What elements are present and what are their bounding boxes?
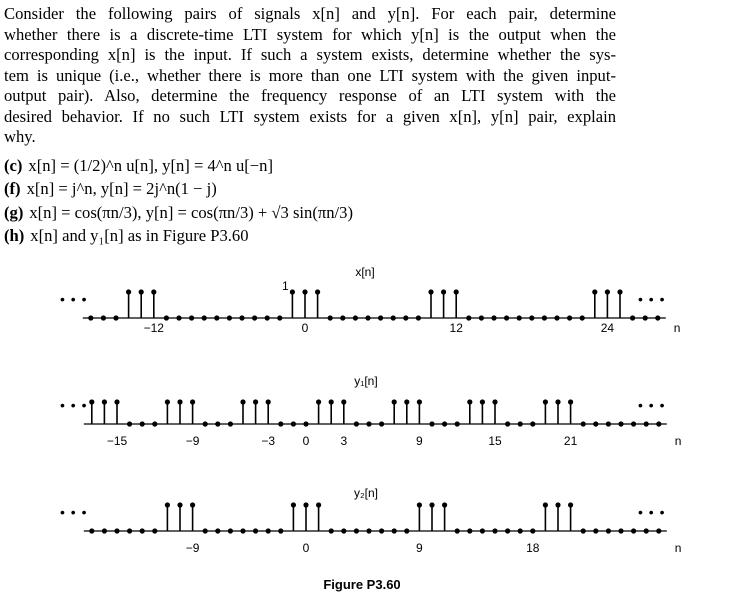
zero-sample [202, 315, 207, 320]
stem-marker [303, 502, 308, 507]
zero-sample [644, 421, 649, 426]
zero-sample [631, 421, 636, 426]
zero-sample [518, 421, 523, 426]
zero-sample [467, 528, 472, 533]
stem-marker [605, 289, 610, 294]
tick-label: 12 [449, 321, 463, 335]
zero-sample [630, 315, 635, 320]
zero-sample [341, 528, 346, 533]
stem-marker [492, 399, 497, 404]
zero-sample [530, 421, 535, 426]
zero-sample [529, 315, 534, 320]
stem-marker [429, 502, 434, 507]
stem-marker [290, 289, 295, 294]
stem-marker [417, 399, 422, 404]
item-expression: x[n] = cos(πn/3), y[n] = cos(πn/3) + √3 sin(πn/3) [29, 202, 353, 222]
zero-sample [366, 421, 371, 426]
zero-sample [442, 421, 447, 426]
zero-sample [581, 421, 586, 426]
zero-sample [203, 421, 208, 426]
tick-label: −12 [143, 321, 164, 335]
zero-sample [581, 528, 586, 533]
stem-marker [151, 289, 156, 294]
zero-sample [88, 315, 93, 320]
stem-marker [568, 399, 573, 404]
zero-sample [403, 315, 408, 320]
stem-marker [329, 399, 334, 404]
problem-line: tem is unique (i.e., whether there is more than one LTI system with the given input- [4, 65, 616, 85]
n-axis-label: n [673, 321, 681, 335]
stem-marker [190, 399, 195, 404]
zero-sample [240, 528, 245, 533]
zero-sample [455, 528, 460, 533]
figure-caption: Figure P3.60 [323, 577, 401, 592]
ellipsis-left: • • • [60, 504, 88, 520]
zero-sample [631, 528, 636, 533]
problem-line: Consider the following pairs of signals x[n] and y[n]. For each pair, determine [4, 4, 616, 23]
zero-sample [228, 528, 233, 533]
item-expression: x[n] and y₁[n] as in Figure P3.60 [30, 225, 249, 245]
zero-sample [644, 528, 649, 533]
stem-marker [592, 289, 597, 294]
problem-line: output pair). Also, determine the frequency response of an LTI system with the [4, 86, 616, 105]
plot-title: x[n] [355, 265, 375, 279]
zero-sample [329, 528, 334, 533]
zero-sample [518, 528, 523, 533]
zero-sample [102, 528, 107, 533]
zero-sample [655, 315, 660, 320]
zero-sample [140, 421, 145, 426]
stem-marker [266, 399, 271, 404]
zero-sample [379, 421, 384, 426]
zero-sample [491, 315, 496, 320]
zero-sample [643, 315, 648, 320]
tick-label: −9 [185, 434, 200, 448]
n-axis-label: n [674, 541, 682, 555]
stem-marker [114, 399, 119, 404]
tick-label: 0 [302, 541, 310, 555]
plot-title: y₁[n] [354, 374, 378, 388]
zero-sample [140, 528, 145, 533]
ellipsis-left: • • • [60, 291, 88, 307]
zero-sample [252, 315, 257, 320]
stem-marker [467, 399, 472, 404]
zero-sample [530, 528, 535, 533]
stem-marker [543, 502, 548, 507]
tick-label: 3 [340, 434, 348, 448]
zero-sample [378, 315, 383, 320]
zero-sample [189, 315, 194, 320]
zero-sample [366, 528, 371, 533]
stem-marker [480, 399, 485, 404]
zero-sample [277, 315, 282, 320]
ellipsis-right: • • • [638, 291, 666, 307]
stem-marker [253, 399, 258, 404]
zero-sample [466, 315, 471, 320]
stem-marker [126, 289, 131, 294]
zero-sample [656, 421, 661, 426]
zero-sample [392, 528, 397, 533]
zero-sample [303, 421, 308, 426]
zero-sample [278, 421, 283, 426]
zero-sample [164, 315, 169, 320]
stem-marker [177, 399, 182, 404]
tick-label: 18 [526, 541, 540, 555]
ellipsis-left: • • • [60, 397, 88, 413]
zero-sample [554, 315, 559, 320]
stem-marker [190, 502, 195, 507]
stem-marker [404, 399, 409, 404]
zero-sample [480, 528, 485, 533]
n-axis-label: n [674, 434, 682, 448]
item-expression: x[n] = (1/2)^n u[n], y[n] = 4^n u[−n] [28, 156, 273, 175]
ellipsis-right: • • • [638, 504, 666, 520]
stem-marker [165, 502, 170, 507]
zero-sample [101, 315, 106, 320]
zero-sample [404, 528, 409, 533]
tick-label: −15 [106, 434, 128, 448]
item-g: (g) x[n] = cos(πn/3), y[n] = cos(πn/3) + √3 sin(πn/3) [4, 202, 353, 222]
zero-sample [656, 528, 661, 533]
zero-sample [152, 421, 157, 426]
zero-sample [618, 421, 623, 426]
zero-sample [353, 315, 358, 320]
zero-sample [618, 528, 623, 533]
zero-sample [542, 315, 547, 320]
zero-sample [504, 315, 509, 320]
problem-line: corresponding x[n] is the input. If such a system exists, determine whether the sys- [4, 45, 616, 64]
zero-sample [479, 315, 484, 320]
tick-label: 9 [416, 434, 423, 448]
problem-line: desired behavior. If no such LTI system exists for a given x[n], y[n] pair, explain [4, 106, 616, 126]
tick-label: 15 [488, 434, 502, 448]
zero-sample [127, 528, 132, 533]
zero-sample [391, 315, 396, 320]
zero-sample [365, 315, 370, 320]
tick-label: 9 [416, 541, 423, 555]
zero-sample [215, 421, 220, 426]
problem-line: whether there is a discrete-time LTI system for which y[n] is the output when the [4, 24, 616, 44]
zero-sample [152, 528, 157, 533]
stem-marker [165, 399, 170, 404]
tick-label: 0 [301, 321, 309, 335]
zero-sample [203, 528, 208, 533]
tick-label: −9 [185, 541, 200, 555]
zero-sample [328, 315, 333, 320]
stem-marker [555, 399, 560, 404]
plot-title: y₂[n] [354, 486, 378, 500]
tick-label: −3 [261, 434, 276, 448]
stem-marker [543, 399, 548, 404]
peak-value-label: 1 [282, 279, 289, 293]
stem-marker [89, 399, 94, 404]
item-f: (f) x[n] = j^n, y[n] = 2j^n(1 − j) [4, 179, 217, 199]
zero-sample [567, 315, 572, 320]
item-c: (c) x[n] = (1/2)^n u[n], y[n] = 4^n u[−n] [4, 156, 273, 175]
zero-sample [354, 528, 359, 533]
stem-marker [568, 502, 573, 507]
zero-sample [266, 528, 271, 533]
stem-marker [392, 399, 397, 404]
stem-marker [617, 289, 622, 294]
zero-sample [354, 421, 359, 426]
stem-marker [139, 289, 144, 294]
stem-marker [315, 289, 320, 294]
item-expression: x[n] = j^n, y[n] = 2j^n(1 − j) [26, 179, 217, 199]
zero-sample [606, 528, 611, 533]
stem-marker [417, 502, 422, 507]
zero-sample [593, 528, 598, 533]
zero-sample [606, 421, 611, 426]
zero-sample [215, 528, 220, 533]
tick-label: 0 [302, 434, 310, 448]
stem-marker [316, 399, 321, 404]
zero-sample [214, 315, 219, 320]
item-h: (h) x[n] and y₁[n] as in Figure P3.60 [4, 225, 249, 245]
ellipsis-right: • • • [638, 397, 666, 413]
zero-sample [416, 315, 421, 320]
zero-sample [580, 315, 585, 320]
stem-marker [428, 289, 433, 294]
stem-marker [291, 502, 296, 507]
stem-marker [454, 289, 459, 294]
stem-marker [177, 502, 182, 507]
zero-sample [127, 421, 132, 426]
stem-marker [240, 399, 245, 404]
zero-sample [505, 421, 510, 426]
stem-marker [341, 399, 346, 404]
zero-sample [517, 315, 522, 320]
stem-marker [102, 399, 107, 404]
stem-marker [555, 502, 560, 507]
zero-sample [89, 528, 94, 533]
zero-sample [176, 315, 181, 320]
zero-sample [278, 528, 283, 533]
zero-sample [265, 315, 270, 320]
zero-sample [291, 421, 296, 426]
zero-sample [228, 421, 233, 426]
problem-line: why. [4, 127, 36, 146]
zero-sample [455, 421, 460, 426]
zero-sample [114, 528, 119, 533]
zero-sample [227, 315, 232, 320]
zero-sample [379, 528, 384, 533]
stem-marker [302, 289, 307, 294]
stem-marker [442, 502, 447, 507]
zero-sample [340, 315, 345, 320]
zero-sample [429, 421, 434, 426]
zero-sample [239, 315, 244, 320]
zero-sample [505, 528, 510, 533]
tick-label: 24 [600, 321, 615, 335]
zero-sample [492, 528, 497, 533]
stem-marker [441, 289, 446, 294]
zero-sample [113, 315, 118, 320]
stem-marker [316, 502, 321, 507]
zero-sample [253, 528, 258, 533]
zero-sample [593, 421, 598, 426]
tick-label: 21 [563, 434, 578, 448]
